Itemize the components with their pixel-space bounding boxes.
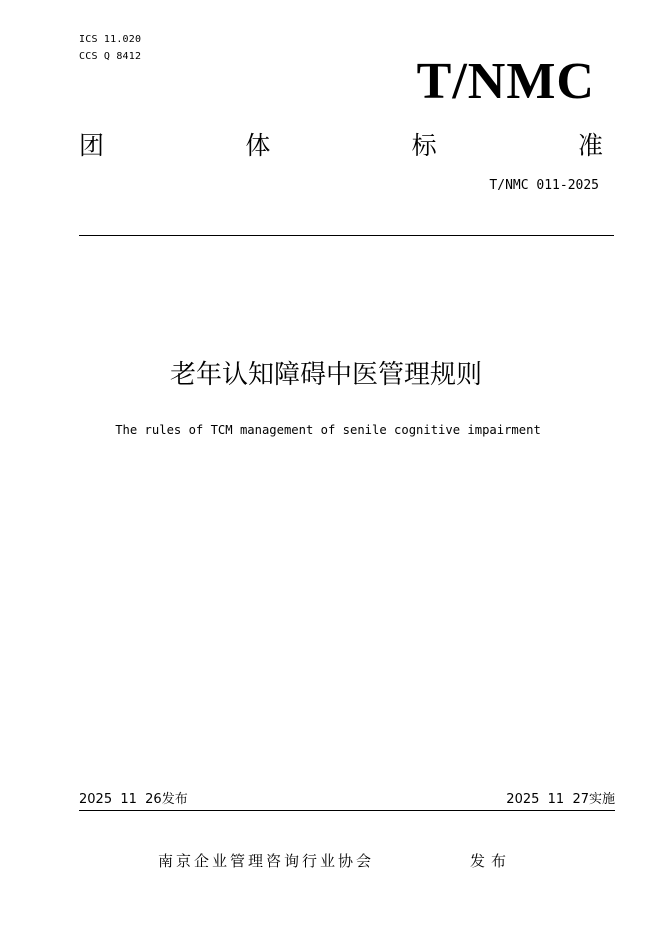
document-title-chinese: 老年认知障碍中医管理规则: [169, 360, 482, 390]
standard-type-char-4: 准: [577, 131, 603, 160]
standard-type-char-3: 标: [411, 131, 437, 160]
publisher-name: 南京企业管理咨询行业协会: [158, 852, 375, 870]
standard-type-char-1: 团: [79, 131, 105, 160]
footer-divider: [79, 810, 615, 811]
document-title-english: The rules of TCM management of senile cognitive impairment: [115, 423, 541, 437]
publish-date: 2025 11 26发布: [79, 792, 188, 807]
standard-type-char-2: 体: [245, 131, 271, 160]
ccs-code: CCS Q 8412: [79, 51, 142, 62]
standard-type: [79, 128, 603, 164]
publish-label: 发布: [470, 852, 513, 870]
ics-code: ICS 11.020: [79, 34, 142, 45]
standard-logo: T/NMC: [416, 53, 595, 110]
header-divider: [79, 235, 614, 236]
standard-code: T/NMC 011-2025: [489, 178, 599, 193]
implement-date: 2025 11 27实施: [506, 792, 615, 807]
